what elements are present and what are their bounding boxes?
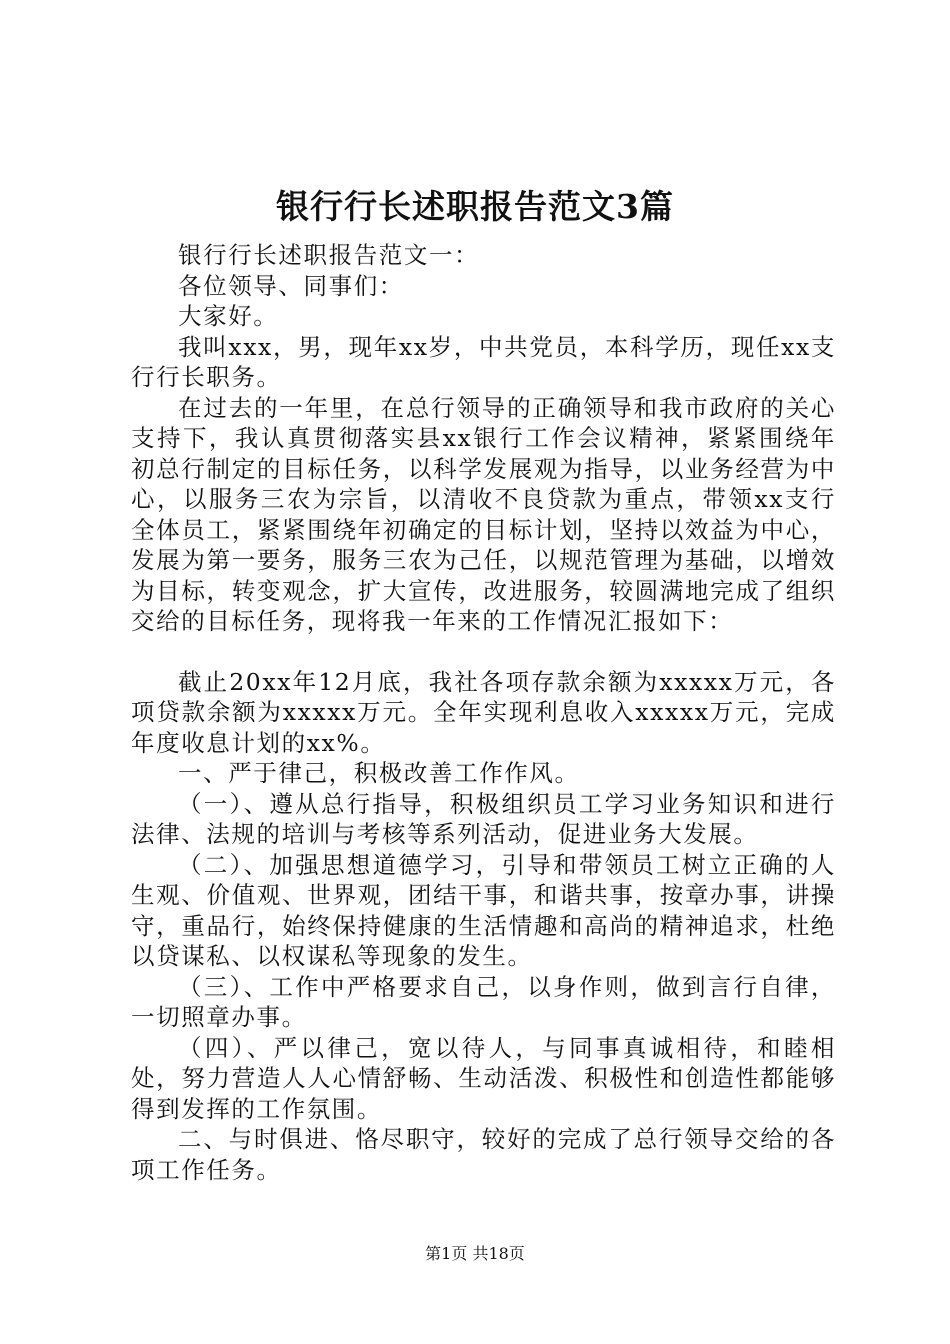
paragraph-heading: 银行行长述职报告范文一：	[178, 241, 480, 269]
paragraph-figures: 截止20xx年12月底，我社各项存款余额为xxxxx万元，各项贷款余额为xxxxx万元。全年实现利息收入xxxxx万元，完成年度收息计划的xx%。	[131, 667, 836, 757]
paragraph-item-3: （三）、工作中严格要求自己，以身作则，做到言行自律，一切照章办事。	[131, 972, 836, 1031]
paragraph-item-2: （二）、加强思想道德学习，引导和带领员工树立正确的人生观、价值观、世界观，团结干事，和谐共事，按章办事，讲操守，重品行，始终保持健康的生活情趣和高尚的精神追求，杜绝以贷谋私、以权谋私等现象的发生。	[131, 850, 836, 970]
document-body	[131, 240, 836, 1185]
paragraph-salutation: 各位领导、同事们：	[178, 271, 404, 300]
paragraph-item-4: （四）、严以律己，宽以待人，与同事真诚相待，和睦相处，努力营造人人心情舒畅、生动活泼、积极性和创造性都能够得到发挥的工作氛围。	[131, 1033, 836, 1123]
paragraph-greeting: 大家好。	[178, 302, 279, 330]
page-number: 第1页 共18页	[425, 1244, 525, 1263]
paragraph-intro: 我叫xxx，男，现年xx岁，中共党员，本科学历，现任xx支行行长职务。	[131, 332, 836, 391]
paragraph-section-1: 一、严于律己，积极改善工作作风。	[178, 759, 580, 787]
document-title: 银行行长述职报告范文3篇	[276, 187, 674, 226]
paragraph-overview: 在过去的一年里，在总行领导的正确领导和我市政府的关心支持下，我认真贯彻落实县xx银行工作会议精神，紧紧围绕年初总行制定的目标任务，以科学发展观为指导，以业务经营为中心，以服务三农为宗旨，以清收不良贷款为重点，带领xx支行全体员工，紧紧围绕年初确定的目标计划，坚持以效益为中心，发展为第一要务，服务三农为己任，以规范管理为基础，以增效为目标，转变观念，扩大宣传，改进服务，较圆满地完成了组织交给的目标任务，现将我一年来的工作情况汇报如下：	[131, 393, 836, 635]
paragraph-section-2: 二、与时俱进、恪尽职守，较好的完成了总行领导交给的各项工作任务。	[131, 1125, 836, 1184]
paragraph-item-1: （一）、遵从总行指导，积极组织员工学习业务知识和进行法律、法规的培训与考核等系列活动，促进业务大发展。	[131, 789, 836, 848]
